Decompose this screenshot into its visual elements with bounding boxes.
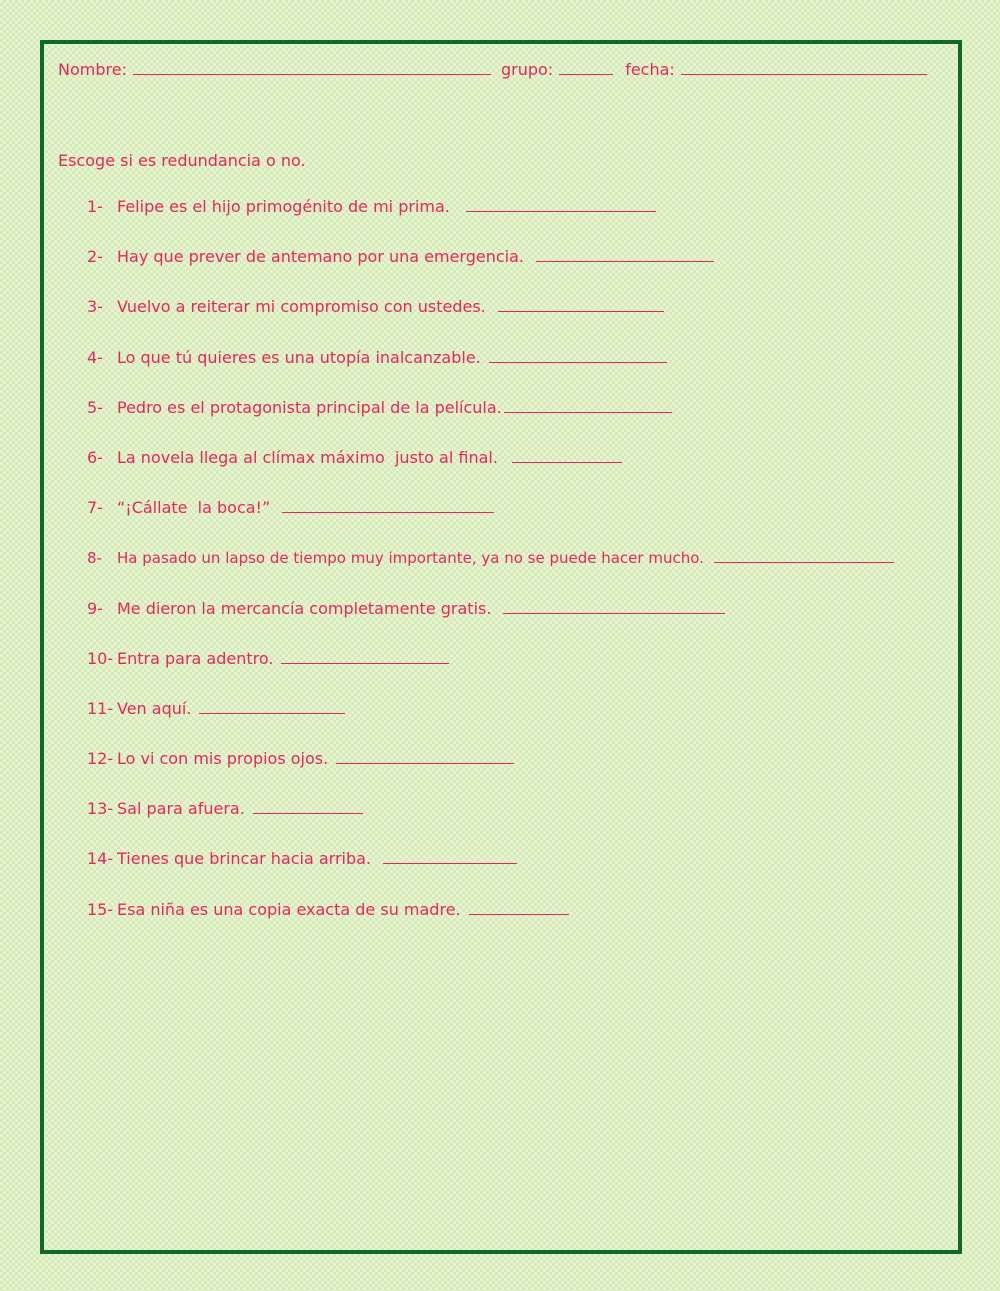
answer-blank[interactable]	[469, 900, 569, 915]
item-sentence: Ven aquí.	[117, 698, 192, 718]
exercise-item	[87, 348, 894, 398]
item-number: 15-	[87, 899, 114, 919]
item-number: 14-	[87, 849, 114, 869]
answer-blank[interactable]	[466, 197, 656, 212]
item-number: 10-	[87, 648, 114, 668]
exercise-item	[87, 548, 894, 598]
item-number: 1-	[87, 197, 103, 216]
item-sentence: Me dieron la mercancía completamente gratis.	[117, 598, 492, 618]
item-number: 4-	[87, 347, 103, 367]
item-sentence: Tienes que brincar hacia arriba.	[117, 849, 372, 869]
item-sentence: Entra para adentro.	[117, 648, 274, 668]
item-sentence: Ha pasado un lapso de tiempo muy importante, ya no se puede hacer mucho.	[117, 549, 704, 568]
exercise-item	[87, 448, 894, 498]
exercise-item	[87, 498, 894, 548]
item-number: 6-	[87, 447, 103, 467]
grupo-label: grupo:	[500, 60, 554, 79]
exercise-item	[87, 398, 894, 448]
item-sentence: Hay que prever de antemano por una emergencia.	[117, 247, 524, 267]
item-sentence: Lo vi con mis propios ojos.	[117, 749, 329, 769]
item-sentence: Esa niña es una copia exacta de su madre.	[117, 899, 461, 919]
exercise-item	[87, 599, 894, 649]
item-number: 13-	[87, 799, 114, 819]
exercise-item	[87, 849, 894, 899]
exercise-item	[87, 749, 894, 799]
item-sentence: Felipe es el hijo primogénito de mi prima.	[117, 197, 450, 216]
exercise-item	[87, 197, 894, 247]
item-number: 12-	[87, 749, 114, 769]
item-number: 5-	[87, 397, 103, 417]
item-number: 11-	[87, 698, 114, 718]
fecha-field[interactable]	[681, 60, 927, 75]
item-sentence: Vuelvo a reiterar mi compromiso con ustedes.	[117, 297, 486, 317]
fecha-label: fecha:	[625, 60, 675, 79]
answer-blank[interactable]	[336, 749, 514, 764]
answer-blank[interactable]	[383, 849, 517, 864]
exercise-item	[87, 649, 894, 699]
nombre-field[interactable]	[133, 60, 491, 75]
answer-blank[interactable]	[199, 699, 345, 714]
item-number: 3-	[87, 297, 103, 317]
exercise-item	[87, 699, 894, 749]
exercise-item	[87, 297, 894, 347]
instruction-text: Escoge si es redundancia o no.	[58, 151, 306, 170]
exercise-item	[87, 799, 894, 849]
answer-blank[interactable]	[512, 448, 622, 463]
answer-blank[interactable]	[504, 398, 672, 413]
item-sentence: Sal para afuera.	[117, 799, 245, 819]
exercise-item	[87, 247, 894, 297]
answer-blank[interactable]	[498, 297, 664, 312]
item-number: 8-	[87, 549, 102, 568]
student-info-header	[58, 60, 938, 79]
item-sentence: Pedro es el protagonista principal de la película.	[117, 397, 502, 417]
answer-blank[interactable]	[503, 599, 725, 614]
answer-blank[interactable]	[714, 548, 894, 563]
item-number: 7-	[87, 498, 103, 518]
item-sentence: La novela llega al clímax máximo justo al final.	[117, 447, 498, 467]
answer-blank[interactable]	[536, 247, 714, 262]
answer-blank[interactable]	[489, 348, 667, 363]
nombre-label: Nombre:	[58, 60, 127, 79]
answer-blank[interactable]	[281, 649, 449, 664]
item-sentence: “¡Cállate la boca!”	[117, 498, 271, 518]
answer-blank[interactable]	[253, 799, 363, 814]
item-number: 9-	[87, 598, 103, 618]
item-sentence: Lo que tú quieres es una utopía inalcanzable.	[117, 347, 481, 367]
answer-blank[interactable]	[282, 498, 494, 513]
exercise-item	[87, 900, 894, 950]
exercise-list	[87, 197, 894, 950]
grupo-field[interactable]	[559, 60, 613, 75]
item-number: 2-	[87, 247, 103, 267]
